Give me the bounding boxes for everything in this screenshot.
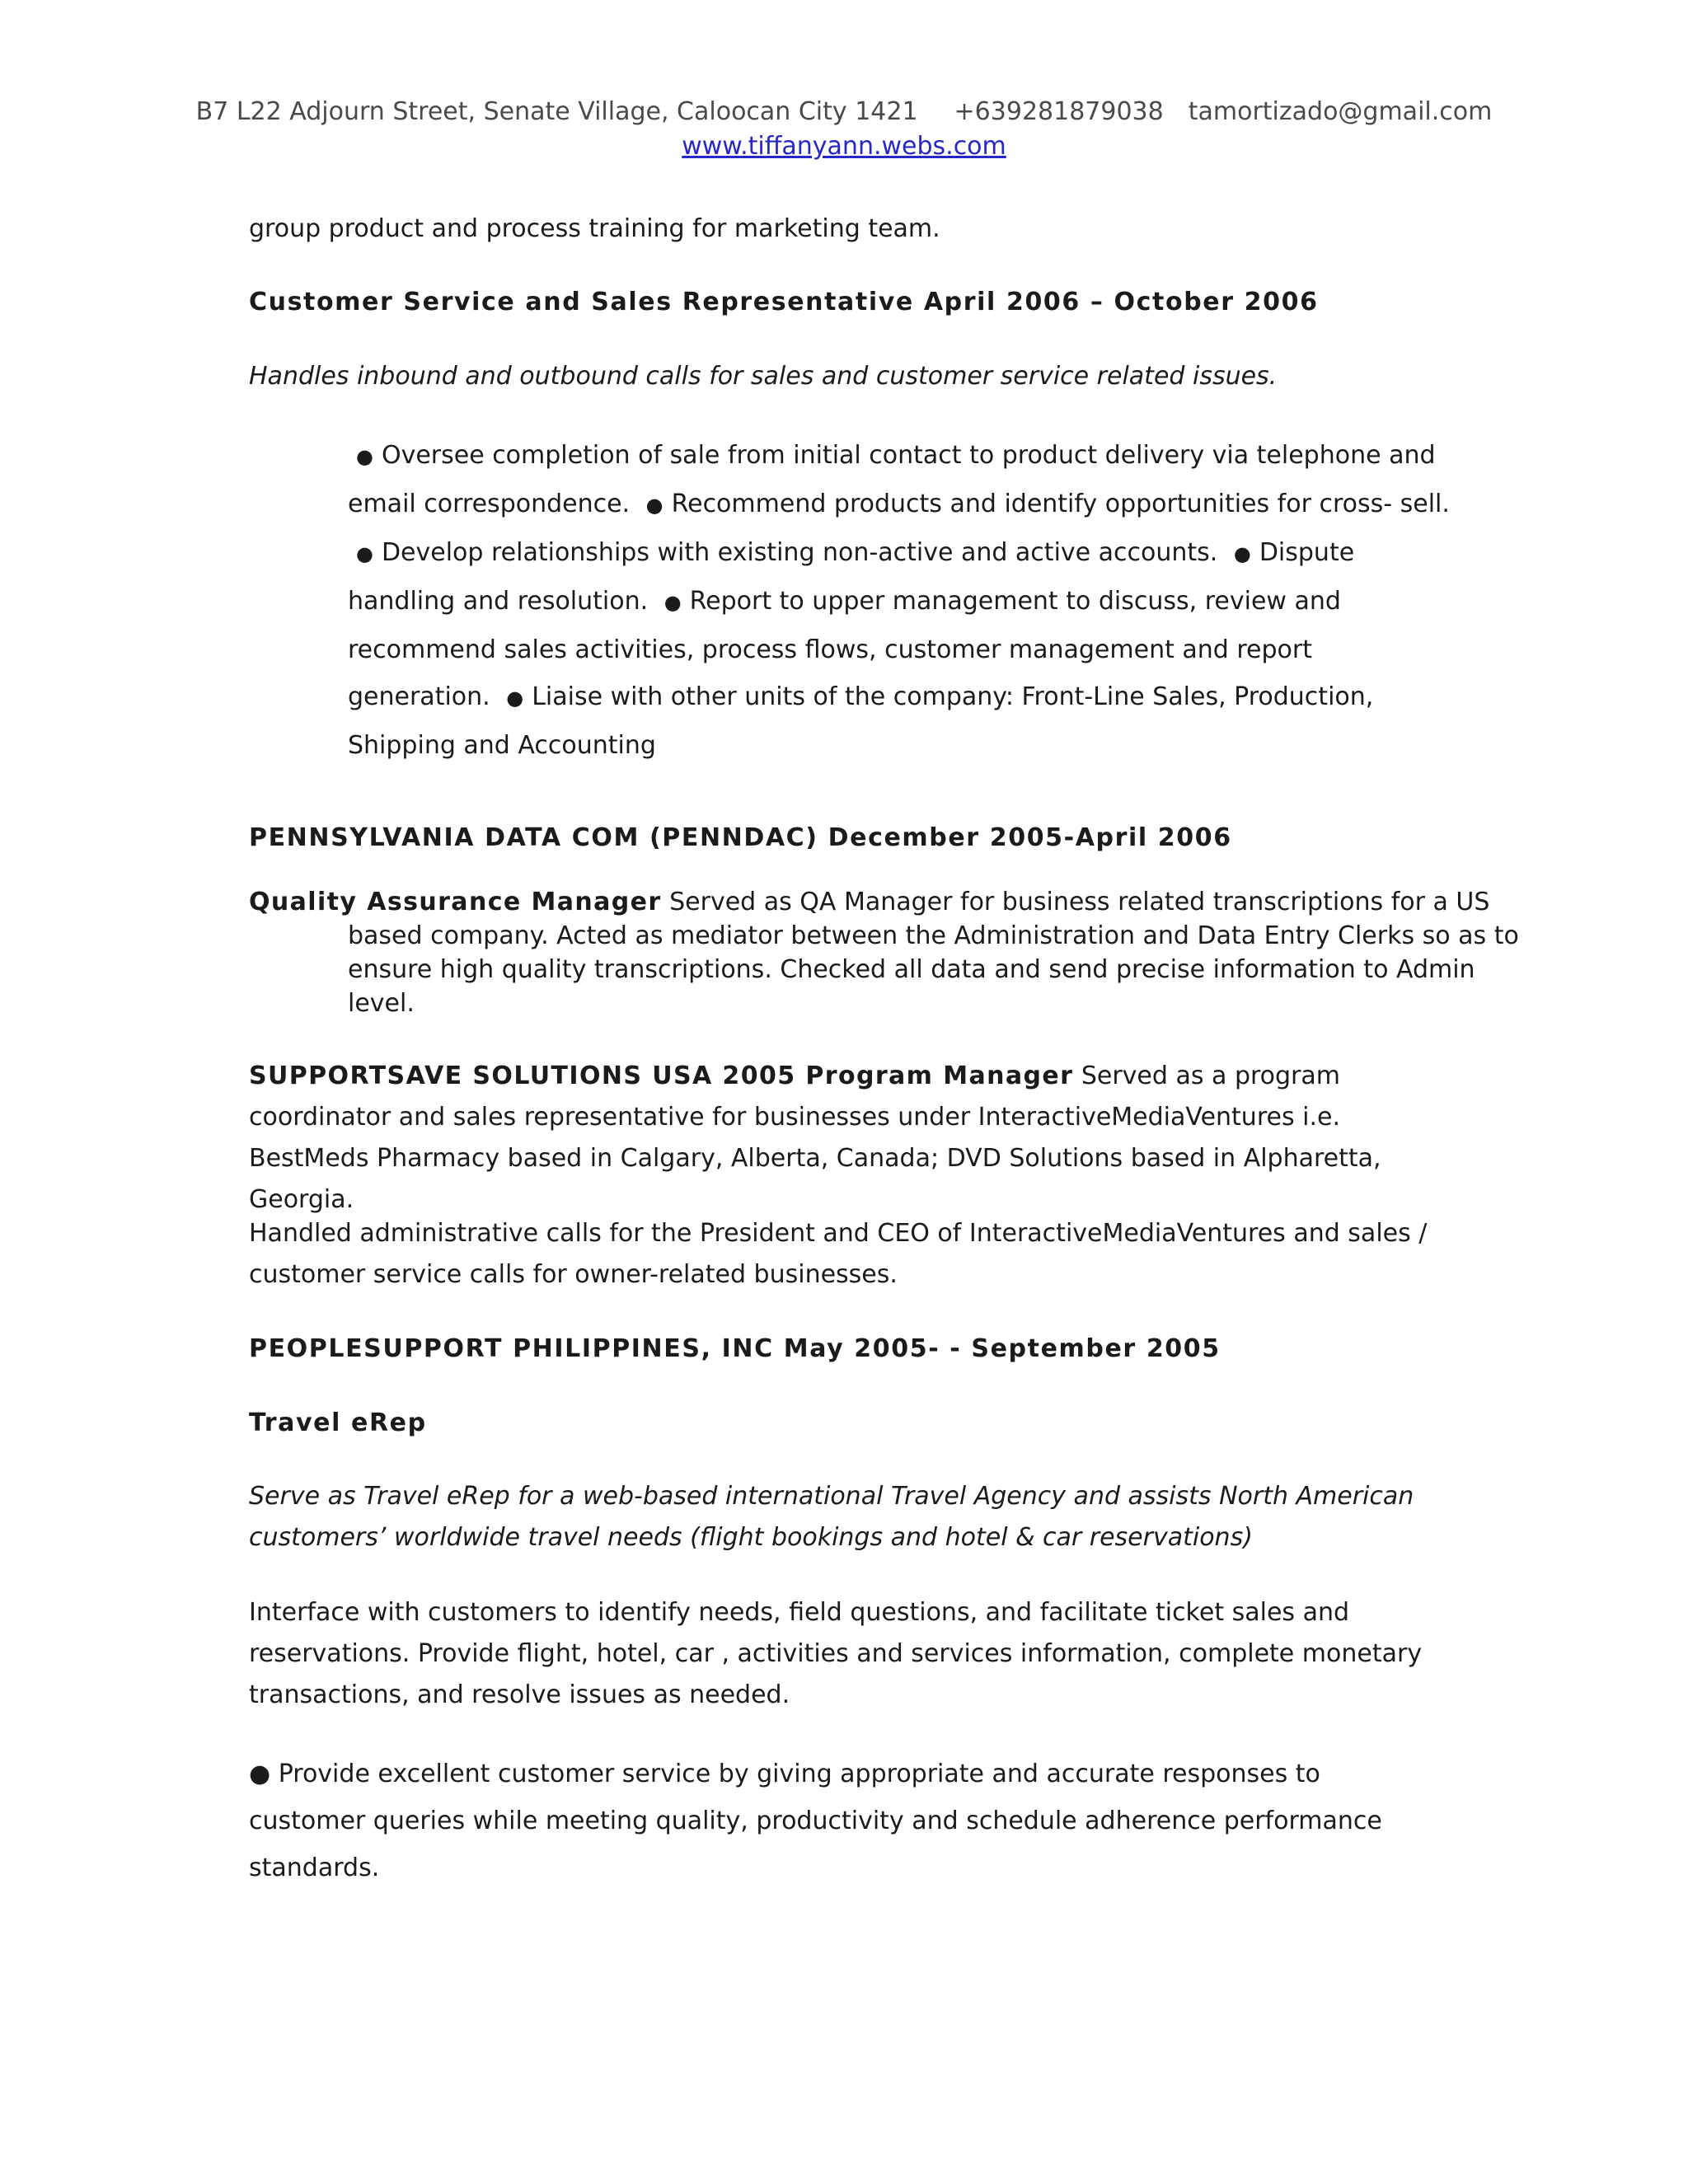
bullet-dot-icon: ●: [663, 591, 682, 614]
address-text: B7 L22 Adjourn Street, Senate Village, Caloocan City 1421: [195, 97, 918, 126]
csr-bullet-5: Report to upper management to discuss, review and recommend sales activities, process flows, customer management and report generation.: [348, 587, 1341, 711]
csr-heading: Customer Service and Sales Representative April 2006 – October 2006: [249, 288, 1319, 316]
bullet-dot-icon: ●: [645, 494, 663, 517]
website-link[interactable]: www.tiffanyann.webs.com: [682, 132, 1006, 161]
csr-summary: Handles inbound and outbound calls for sales and customer service related issues.: [249, 362, 1278, 391]
csr-bullet-6: Liaise with other units of the company: Front-Line Sales, Production, Shipping and Accounting: [348, 682, 1374, 760]
penndac-role: Quality Assurance Manager: [249, 888, 662, 916]
intro-line: group product and process training for marketing team.: [249, 214, 940, 243]
contact-header: [0, 97, 1688, 126]
peoplesupport-paragraph: Interface with customers to identify needs, field questions, and facilitate ticket sales and reservations. Provide flight, hotel, car , activities and services information, complete monetary transactions, and resolve issues as needed.: [249, 1598, 1423, 1709]
csr-bullet-list: [348, 432, 1452, 769]
supportsave-paragraph-2: Handled administrative calls for the President and CEO of InteractiveMediaVentures and sales / customer service calls for owner-related businesses.: [249, 1219, 1428, 1289]
penndac-text: Served as QA Manager for business related transcriptions for a US based company. Acted as mediator between the Administration and Data Entry Clerks so as to ensure high quality transcriptions. Checked all data and send precise information to Admin level.: [348, 888, 1519, 1018]
csr-bullet-3: Develop relationships with existing non-active and active accounts.: [381, 538, 1218, 567]
supportsave-paragraph: [249, 1056, 1444, 1221]
peoplesupport-summary: Serve as Travel eRep for a web-based international Travel Agency and assists North American customers’ worldwide travel needs (flight bookings and hotel & car reservations): [249, 1482, 1414, 1552]
peoplesupport-heading: PEOPLESUPPORT PHILIPPINES, INC May 2005- - September 2005: [249, 1334, 1221, 1363]
email-text: tamortizado@gmail.com: [1188, 97, 1493, 126]
bullet-dot-icon: ●: [506, 687, 524, 710]
bullet-dot-icon: ●: [356, 445, 373, 468]
peoplesupport-bullet: ● Provide excellent customer service by giving appropriate and accurate responses to customer queries while meeting quality, productivity and schedule adherence performance standards.: [249, 1760, 1382, 1882]
csr-bullet-4: Dispute handling and resolution.: [348, 538, 1355, 616]
csr-bullet-1: Oversee completion of sale from initial contact to product delivery via telephone and email correspondence.: [348, 441, 1436, 518]
bullet-dot-icon: ●: [1233, 542, 1251, 565]
supportsave-heading: SUPPORTSAVE SOLUTIONS USA 2005 Program Manager: [249, 1062, 1074, 1090]
penndac-heading: PENNSYLVANIA DATA COM (PENNDAC) December 2005-April 2006: [249, 823, 1232, 852]
peoplesupport-role: Travel eRep: [249, 1408, 427, 1437]
phone-text: +639281879038: [954, 97, 1164, 126]
penndac-description: [249, 885, 1535, 1020]
csr-bullet-2: Recommend products and identify opportunities for cross- sell.: [671, 490, 1450, 518]
supportsave-text: Served as a program coordinator and sales representative for businesses under InteractiveMediaVentures i.e. BestMeds Pharmacy based in Calgary, Alberta, Canada; DVD Solutions based in Alpharetta, Georgia.: [249, 1062, 1381, 1214]
bullet-dot-icon: ●: [356, 542, 373, 565]
